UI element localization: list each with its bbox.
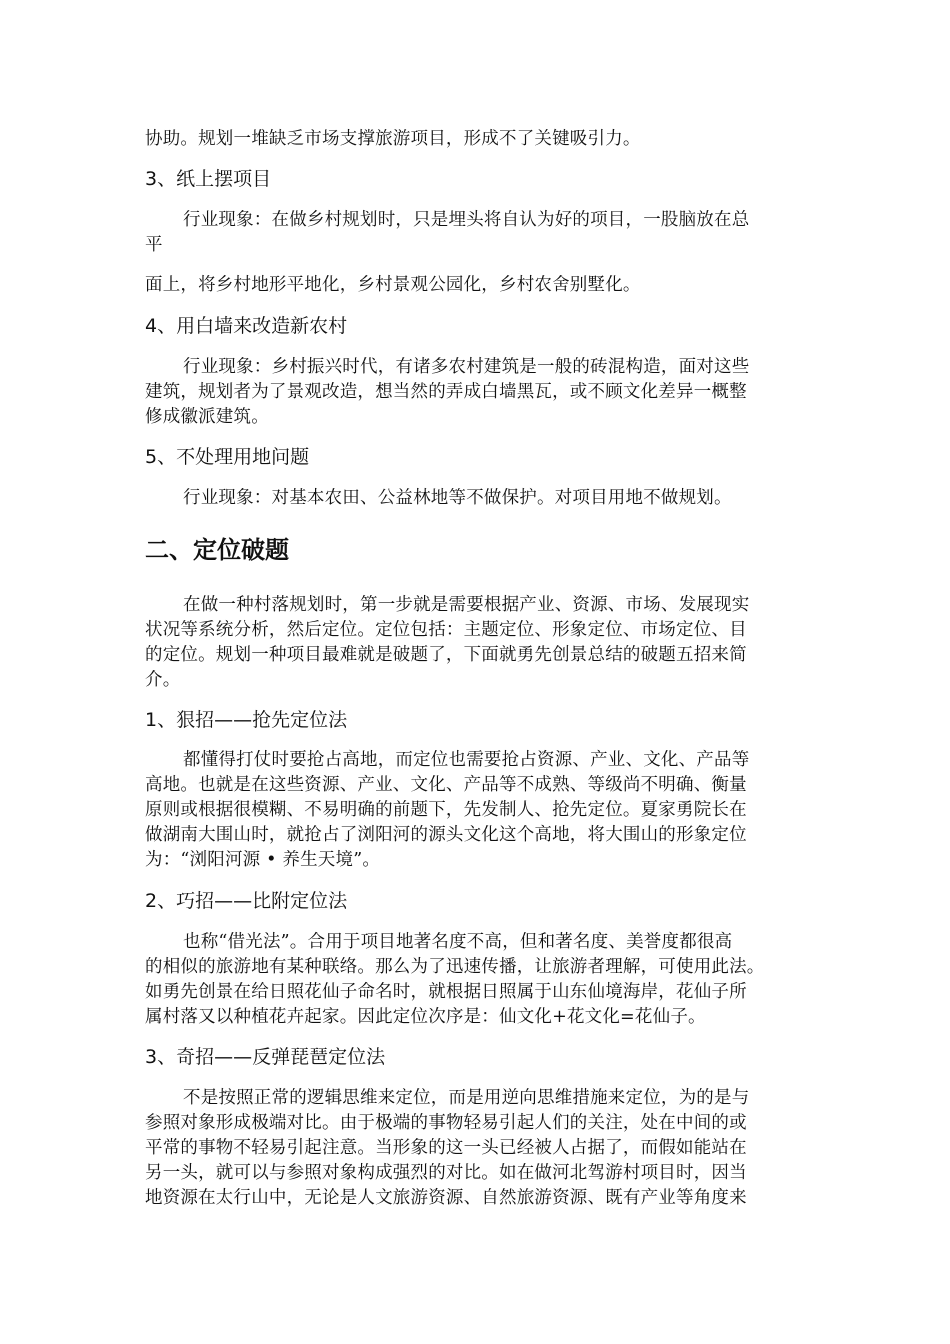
paragraph-line: 行业现象：在做乡村规划时，只是埋头将自认为好的项目，一股脑放在总 (183, 210, 750, 230)
paragraph-line: 平 (145, 235, 163, 255)
section-heading-4: 4、用白墙来改造新农村 (145, 315, 348, 337)
paragraph-line: 介。 (145, 670, 181, 690)
section-heading-5: 5、不处理用地问题 (145, 446, 310, 468)
paragraph-line: 面上，将乡村地形平地化，乡村景观公园化，乡村农舍别墅化。 (145, 275, 641, 295)
paragraph-line: 修成徽派建筑。 (145, 407, 269, 427)
paragraph-line: 不是按照正常的逻辑思维来定位，而是用逆向思维措施来定位，为的是与 (183, 1088, 750, 1108)
method-heading-3: 3、奇招——反弹琵琶定位法 (145, 1046, 386, 1068)
section-heading-3: 3、纸上摆项目 (145, 168, 272, 190)
paragraph-line: 另一头，就可以与参照对象构成强烈的对比。如在做河北驾游村项目时，因当 (145, 1163, 747, 1183)
chapter-heading: 二、定位破题 (145, 536, 289, 564)
paragraph-line: 状况等系统分析，然后定位。定位包括：主题定位、形象定位、市场定位、目 (145, 620, 747, 640)
paragraph-line: 行业现象：乡村振兴时代，有诸多农村建筑是一般的砖混构造，面对这些 (183, 357, 750, 377)
paragraph-line: 做湖南大围山时，就抢占了浏阳河的源头文化这个高地，将大围山的形象定位 (145, 825, 747, 845)
paragraph-line: 建筑，规划者为了景观改造，想当然的弄成白墙黑瓦，或不顾文化差异一概整 (145, 382, 747, 402)
paragraph-line: 在做一种村落规划时，第一步就是需要根据产业、资源、市场、发展现实 (183, 595, 750, 615)
paragraph-line: 都懂得打仗时要抢占高地，而定位也需要抢占资源、产业、文化、产品等 (183, 750, 750, 770)
paragraph-line: 协助。规划一堆缺乏市场支撑旅游项目，形成不了关键吸引力。 (145, 129, 641, 149)
method-heading-2: 2、巧招——比附定位法 (145, 890, 348, 912)
paragraph-line: 行业现象：对基本农田、公益林地等不做保护。对项目用地不做规划。 (183, 488, 732, 508)
paragraph-line: 原则或根据很模糊、不易明确的前题下，先发制人、抢先定位。夏家勇院长在 (145, 800, 747, 820)
paragraph-line: 属村落又以种植花卉起家。因此定位次序是：仙文化+花文化=花仙子。 (145, 1007, 706, 1027)
paragraph-line: 地资源在太行山中，无论是人文旅游资源、自然旅游资源、既有产业等角度来 (145, 1188, 747, 1208)
paragraph-line: 高地。也就是在这些资源、产业、文化、产品等不成熟、等级尚不明确、衡量 (145, 775, 747, 795)
method-heading-1: 1、狠招——抢先定位法 (145, 709, 348, 731)
paragraph-line: 为：“浏阳河源 • 养生天境”。 (145, 850, 381, 870)
paragraph-line: 也称“借光法”。合用于项目地著名度不高，但和著名度、美誉度都很高 (183, 932, 733, 952)
paragraph-line: 参照对象形成极端对比。由于极端的事物轻易引起人们的关注，处在中间的或 (145, 1113, 747, 1133)
paragraph-line: 平常的事物不轻易引起注意。当形象的这一头已经被人占据了，而假如能站在 (145, 1138, 747, 1158)
paragraph-line: 如勇先创景在给日照花仙子命名时，就根据日照属于山东仙境海岸，花仙子所 (145, 982, 747, 1002)
paragraph-line: 的定位。规划一种项目最难就是破题了，下面就勇先创景总结的破题五招来简 (145, 645, 747, 665)
paragraph-line: 的相似的旅游地有某种联络。那么为了迅速传播，让旅游者理解，可使用此法。 (145, 957, 765, 977)
